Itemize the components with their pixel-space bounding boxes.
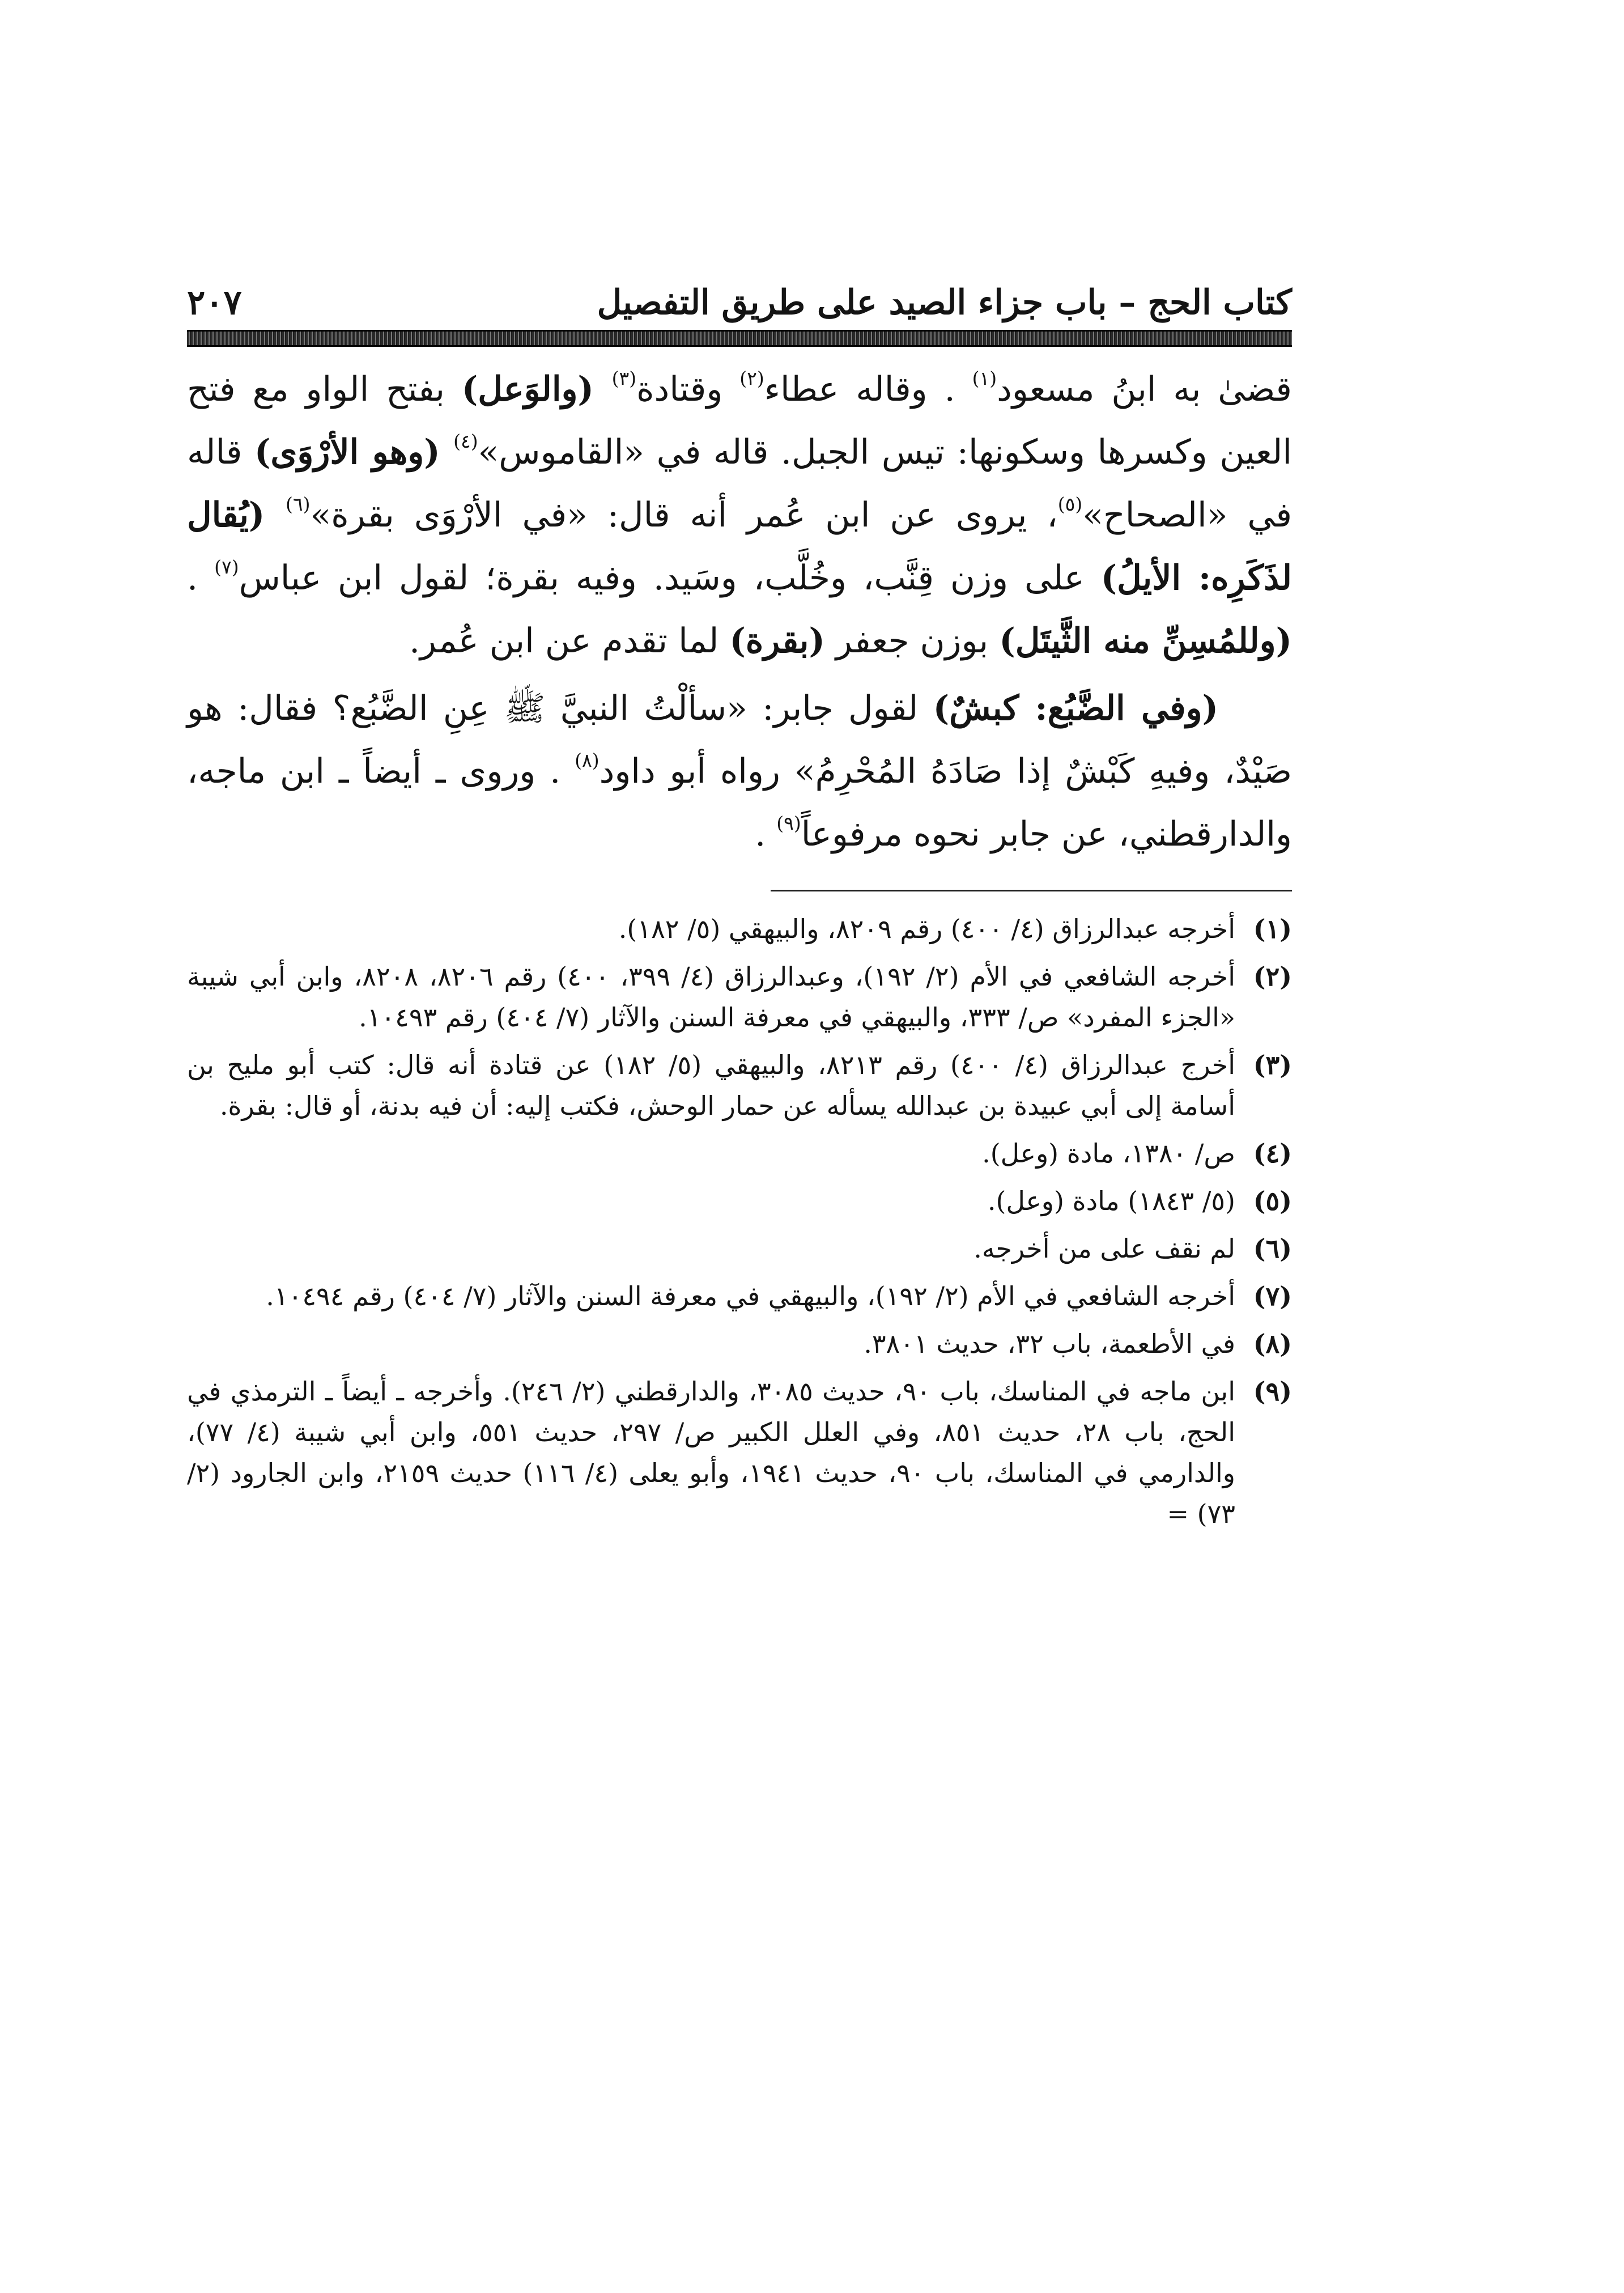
footnote-text: في الأطعمة، باب ٣٢، حديث ٣٨٠١. bbox=[864, 1328, 1235, 1359]
footnote-number: (٣) bbox=[1253, 1050, 1292, 1080]
footnote-text: ابن ماجه في المناسك، باب ٩٠، حديث ٣٠٨٥، والدارقطني (٢/ ٢٤٦). وأخرجه ـ أيضاً ـ الترمذي في الحج، باب ٢٨، حديث ٨٥١، وفي العلل الكبير ص/ ٢٩٧، حديث ٥٥١، وابن أبي شيبة (٤/ ٧٧)، والدارمي في المناسك، باب ٩٠، حديث ١٩٤١، وأبو يعلى (٤/ ١١٦) حديث ٢١٥٩، وابن الجارود (٢/ ٧٣) = bbox=[187, 1376, 1236, 1529]
bold-term: (والوَعل) bbox=[461, 370, 612, 409]
text-segment: وقتادة bbox=[636, 370, 740, 409]
text-segment: قضىٰ به ابنُ مسعود bbox=[997, 370, 1292, 409]
footnote-ref[interactable]: (٧) bbox=[214, 555, 239, 578]
footnote-text: (٥/ ١٨٤٣) مادة (وعل). bbox=[987, 1186, 1235, 1216]
text-segment: . bbox=[187, 558, 215, 598]
footnote-ref[interactable]: (٣) bbox=[611, 367, 637, 389]
footnote bbox=[187, 1133, 1292, 1174]
footnote-ref[interactable]: (٨) bbox=[575, 749, 600, 771]
footnote bbox=[187, 1181, 1292, 1221]
footnote bbox=[187, 1323, 1292, 1364]
main-text bbox=[187, 358, 1292, 866]
text-segment: بفتح الواو مع فتح العين وكسرها وسكونها: تيس الجبل. قاله في «القاموس» bbox=[187, 370, 1292, 472]
footnote-text: لم نقف على من أخرجه. bbox=[973, 1233, 1235, 1264]
footnote bbox=[187, 1371, 1292, 1534]
footnote bbox=[187, 956, 1292, 1038]
footnote-ref[interactable]: (٦) bbox=[286, 492, 311, 515]
footnote-ref[interactable]: (١) bbox=[972, 367, 997, 389]
page-number: ٢٠٧ bbox=[187, 283, 242, 322]
footnote-text: أخرجه عبدالرزاق (٤/ ٤٠٠) رقم ٨٢٠٩، والبيهقي (٥/ ١٨٢). bbox=[618, 914, 1235, 944]
footnote-number: (١) bbox=[1253, 914, 1292, 944]
bold-term: (وفي الضَّبُع: كبشٌ) bbox=[933, 689, 1218, 728]
footnote-number: (٤) bbox=[1253, 1138, 1292, 1169]
footnotes bbox=[187, 908, 1292, 1534]
footnote-number: (٧) bbox=[1253, 1281, 1292, 1311]
text-segment: ، يروى عن ابن عُمر أنه قال: «في الأرْوَى بقرة» bbox=[310, 495, 1058, 535]
text-segment: قاله في «الصحاح» bbox=[187, 432, 1293, 535]
footnote-separator bbox=[771, 890, 1292, 891]
footnote-ref[interactable]: (٤) bbox=[453, 430, 478, 452]
footnote-ref[interactable]: (٩) bbox=[776, 812, 801, 834]
text-segment: بوزن جعفر bbox=[824, 621, 1000, 661]
text-segment: . وروى ـ أيضاً ـ ابن ماجه، والدارقطني، عن جابر نحوه مرفوعاً bbox=[187, 751, 1292, 854]
bold-term: (يُقال لذَكَرِه: الأيلُ) bbox=[187, 495, 1292, 598]
footnote bbox=[187, 1228, 1292, 1269]
footnote-number: (٨) bbox=[1253, 1328, 1292, 1359]
text-segment: لما تقدم عن ابن عُمر. bbox=[409, 621, 730, 661]
footnote bbox=[187, 1276, 1292, 1317]
paragraph-1 bbox=[187, 358, 1292, 673]
bold-term: (وهو الأرْوَى) bbox=[254, 432, 454, 472]
text-segment: . bbox=[755, 814, 777, 854]
footnote-number: (٦) bbox=[1253, 1233, 1292, 1264]
footnote-text: أخرجه الشافعي في الأم (٢/ ١٩٢)، وعبدالرزاق (٤/ ٣٩٩، ٤٠٠) رقم ٨٢٠٦، ٨٢٠٨، وابن أبي شيبة «الجزء المفرد» ص/ ٣٣٣، والبيهقي في معرفة السنن والآثار (٧/ ٤٠٤) رقم ١٠٤٩٣. bbox=[187, 961, 1236, 1033]
text-segment: . وقاله عطاء bbox=[764, 370, 972, 409]
text-segment: على وزن قِنَّب، وخُلَّب، وسَيد. وفيه بقرة؛ لقول ابن عباس bbox=[239, 558, 1101, 598]
bold-term: (بقرة) bbox=[729, 621, 825, 661]
footnote bbox=[187, 1044, 1292, 1126]
book-page bbox=[187, 249, 1292, 1541]
footnote-number: (٢) bbox=[1253, 961, 1292, 992]
footnote-text: أخرج عبدالرزاق (٤/ ٤٠٠) رقم ٨٢١٣، والبيهقي (٥/ ١٨٢) عن قتادة أنه قال: كتب أبو مليح بن أسامة إلى أبي عبيدة بن عبدالله يسأله عن حمار الوحش، فكتب إليه: أن فيه بدنة، أو قال: بقرة. bbox=[187, 1050, 1235, 1121]
footnote-text: أخرجه الشافعي في الأم (٢/ ١٩٢)، والبيهقي في معرفة السنن والآثار (٧/ ٤٠٤) رقم ١٠٤٩٤. bbox=[266, 1281, 1235, 1311]
footnote-number: (٥) bbox=[1253, 1186, 1292, 1216]
footnote-ref[interactable]: (٥) bbox=[1057, 492, 1083, 515]
footnote bbox=[187, 908, 1292, 949]
header-rule bbox=[187, 330, 1292, 347]
footnote-ref[interactable]: (٢) bbox=[739, 367, 764, 389]
bold-term: (وللمُسِنِّ منه الثَّيتَل) bbox=[999, 621, 1292, 661]
paragraph-2 bbox=[187, 677, 1292, 866]
footnote-number: (٩) bbox=[1253, 1376, 1292, 1407]
chapter-title: كتاب الحج – باب جزاء الصيد على طريق التفصيل bbox=[597, 283, 1292, 322]
footnote-text: ص/ ١٣٨٠، مادة (وعل). bbox=[982, 1138, 1235, 1169]
running-head bbox=[187, 249, 1292, 323]
text-segment: لقول جابر: «سألْتُ النبيَّ ﷺ عِنِ الضَّبُع؟ فقال: هو صَيْدٌ، وفيهِ كَبْشٌ إذا صَادَهُ المُحْرِمُ» رواه أبو داود bbox=[187, 689, 1293, 791]
